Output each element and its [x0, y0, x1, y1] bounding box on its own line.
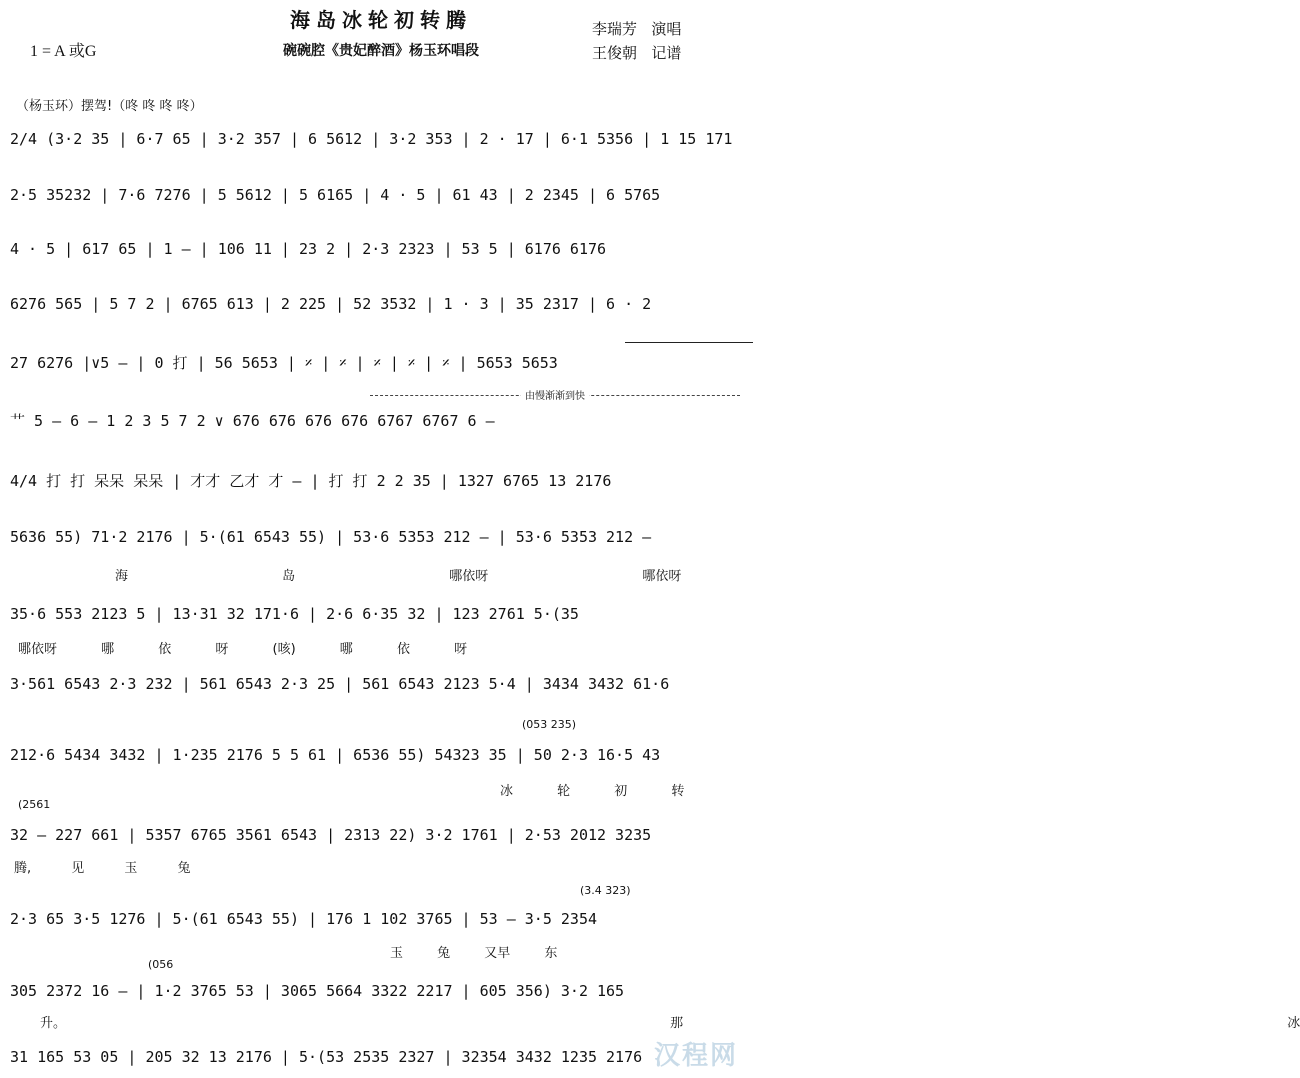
credit-singer — [592, 18, 681, 39]
tempo-marking — [370, 391, 740, 411]
notation-line-3: 4 · 5 | 617 65 | 1 — | 106 11 | 23 2 | 2·3 2323 | 53 5 | 6176 6176 — [10, 240, 607, 258]
notation-line-4: 6276 565 | 5 7 2 | 6765 613 | 2 225 | 52 3532 | 1 · 3 | 35 2317 | 6 · 2 — [10, 295, 652, 313]
credit-transcriber — [592, 42, 681, 63]
credit-singer-role: 演唱 — [651, 20, 682, 38]
lyric-line-8: 海 岛 哪依呀 哪依呀 — [115, 569, 682, 584]
sustain-bracket — [625, 342, 753, 343]
intro-line: （杨玉环）摆驾!（咚 咚 咚 咚） — [16, 99, 203, 114]
notation-line-10: 3·561 6543 2·3 232 | 561 6543 2·3 25 | 561 6543 2123 5·4 | 3434 3432 61·6 — [10, 675, 670, 693]
notation-line-7: 4/4 打 打 呆呆 呆呆 | 才才 乙才 才 — | 打 打 2 2 35 | 1327 6765 13 2176 — [10, 472, 612, 490]
notation-line-12: 32 — 227 661 | 5357 6765 3561 6543 | 2313 22) 3·2 1761 | 2·53 2012 3235 — [10, 826, 652, 844]
annotation-1: (053 235) — [522, 718, 577, 731]
annotation-2: (2561 — [18, 798, 51, 811]
notation-line-2: 2·5 35232 | 7·6 7276 | 5 5612 | 5 6165 | 4 · 5 | 61 43 | 2 2345 | 6 5765 — [10, 186, 661, 204]
key-signature: 1 = A 或G — [30, 43, 97, 60]
credit-transcriber-role: 记谱 — [651, 44, 682, 62]
credit-transcriber-name: 王俊朝 — [592, 44, 638, 62]
watermark-logo: 汉程网 — [653, 1041, 738, 1071]
notation-line-14: 305 2372 16 — | 1·2 3765 53 | 3065 5664 3322 2217 | 605 356) 3·2 165 — [10, 982, 625, 1000]
notation-line-1: 2/4 (3·2 35 | 6·7 65 | 3·2 357 | 6 5612 | 3·2 353 | 2 · 17 | 6·1 5356 | 1 15 171 — [10, 130, 733, 148]
notation-line-5: 27 6276 |∨5 — | 0 打 | 56 5653 | 𝄎 | 𝄎 | 𝄎 | 𝄎 | 𝄎 | 5653 5653 — [10, 354, 558, 372]
notation-line-9: 35·6 553 2123 5 | 13·31 32 171·6 | 2·6 6·35 32 | 123 2761 5·(35 — [10, 605, 579, 623]
lyric-line-13: 玉 兔 又早 东 — [390, 946, 558, 961]
song-subtitle: 碗碗腔《贵妃醉酒》杨玉环唱段 — [283, 43, 479, 59]
song-title: 海岛冰轮初转腾 — [290, 8, 472, 32]
notation-line-13: 2·3 65 3·5 1276 | 5·(61 6543 55) | 176 1 102 3765 | 53 — 3·5 2354 — [10, 910, 597, 928]
lyric-line-9: 哪依呀 哪 依 呀 (咳) 哪 依 呀 — [18, 642, 468, 657]
tempo-text: 由慢渐渐到快 — [521, 391, 589, 402]
notation-line-11: 212·6 5434 3432 | 1·235 2176 5 5 61 | 6536 55) 54323 35 | 50 2·3 16·5 43 — [10, 746, 661, 764]
lyric-line-14: 升。 那 冰 — [40, 1016, 1300, 1031]
credit-singer-name: 李瑞芳 — [592, 20, 638, 38]
notation-line-15: 31 165 53 05 | 205 32 13 2176 | 5·(53 2535 2327 | 32354 3432 1235 2176 — [10, 1048, 643, 1066]
annotation-3: (3.4 323) — [580, 884, 631, 897]
notation-line-6: 艹 5 — 6 — 1 2 3 5 7 2 ∨ 676 676 676 676 6767 6767 6 — — [10, 412, 495, 430]
annotation-4: (056 — [148, 958, 174, 971]
lyric-line-11: 冰 轮 初 转 — [500, 784, 685, 799]
notation-line-8: 5636 55) 71·2 2176 | 5·(61 6543 55) | 53·6 5353 212 — | 53·6 5353 212 — — [10, 528, 652, 546]
lyric-line-12: 腾, 见 玉 兔 — [14, 861, 191, 876]
